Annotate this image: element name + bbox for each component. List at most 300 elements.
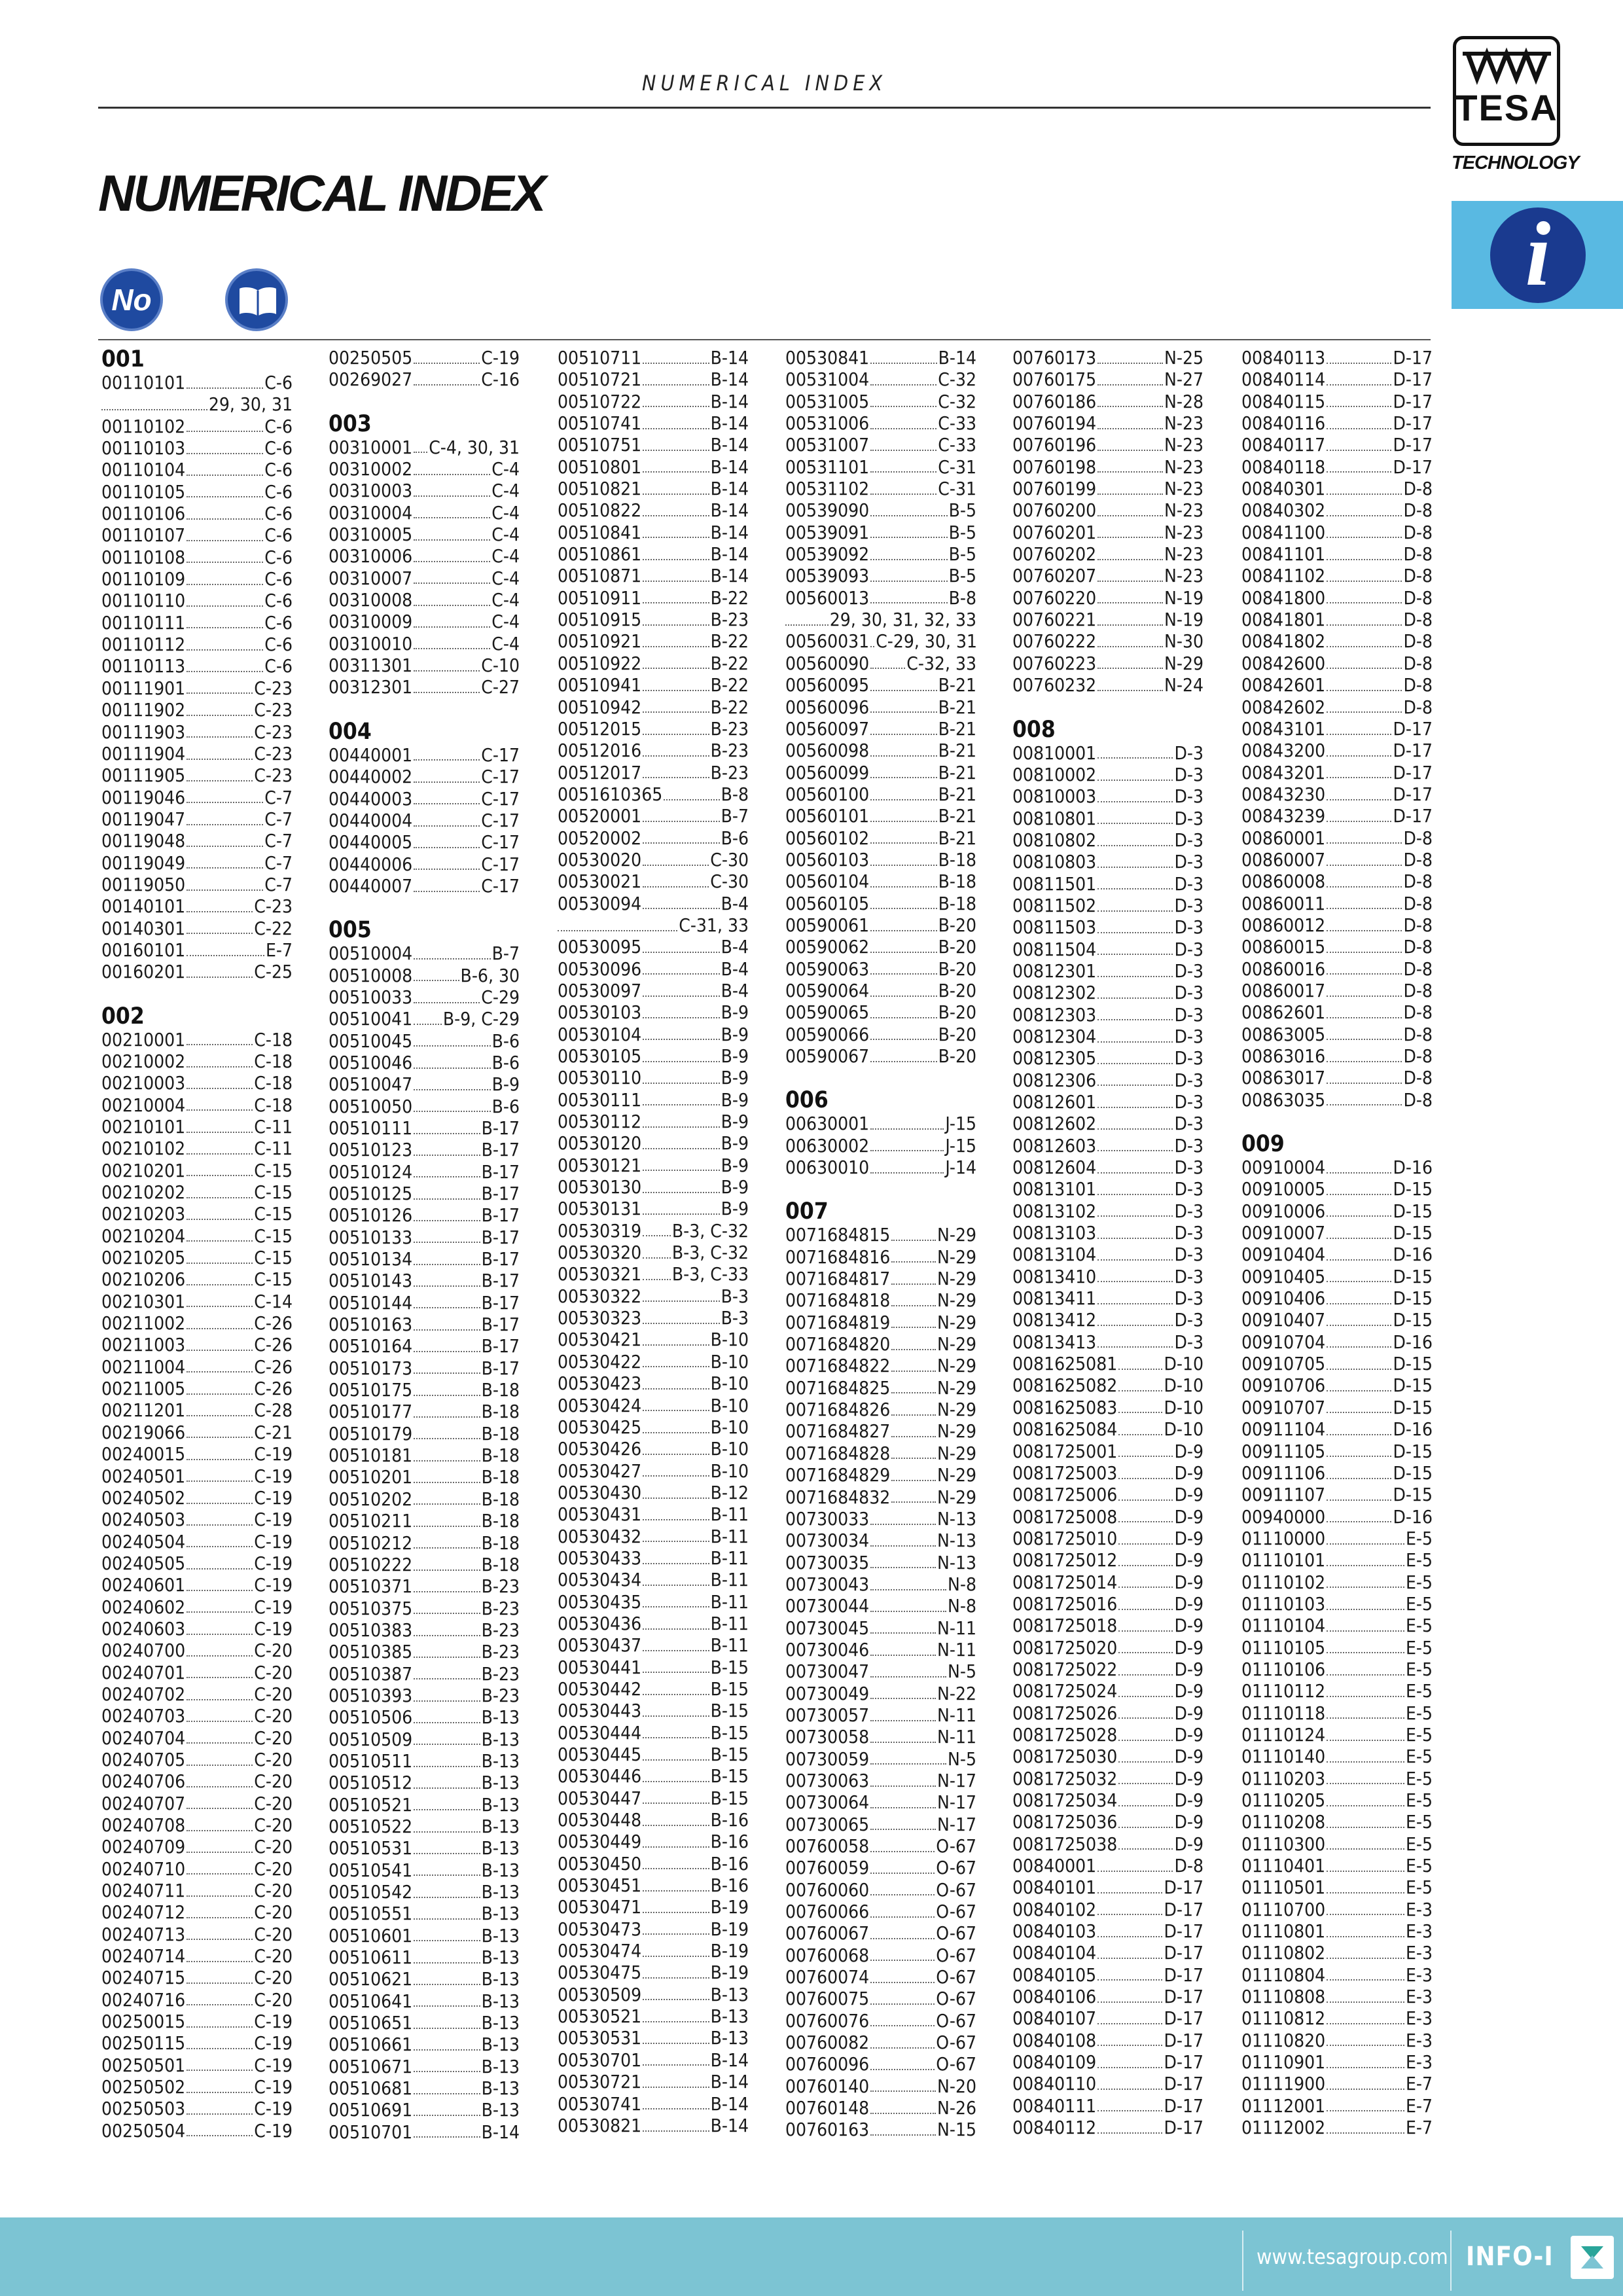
page-reference[interactable]: D-9 [1174, 1592, 1204, 1615]
page-reference[interactable]: D-8 [1403, 936, 1433, 958]
page-reference[interactable]: D-3 [1174, 916, 1204, 939]
page-reference[interactable]: B-10 [710, 1372, 749, 1395]
page-reference[interactable]: D-3 [1174, 763, 1204, 785]
page-reference[interactable]: D-17 [1164, 2094, 1204, 2117]
page-reference[interactable]: D-15 [1393, 1396, 1433, 1418]
page-reference[interactable]: N-23 [1164, 478, 1204, 500]
page-reference[interactable]: B-18 [938, 848, 976, 870]
page-reference[interactable]: D-10 [1164, 1396, 1204, 1418]
page-reference[interactable]: C-20 [254, 1792, 293, 1814]
page-reference[interactable]: B-13 [710, 2027, 749, 2049]
page-reference[interactable]: B-14 [710, 565, 749, 587]
page-reference[interactable]: B-14 [481, 2121, 520, 2143]
page-reference[interactable]: D-3 [1174, 851, 1204, 873]
page-reference[interactable]: C-20 [254, 1901, 293, 1924]
page-reference[interactable]: D-3 [1174, 1200, 1204, 1222]
page-reference[interactable]: B-22 [710, 696, 749, 718]
page-reference[interactable]: B-23 [481, 1684, 520, 1706]
page-reference[interactable]: B-11 [710, 1634, 749, 1657]
page-reference[interactable]: B-13 [481, 2012, 520, 2034]
page-reference[interactable]: N-11 [937, 1617, 976, 1639]
page-reference[interactable]: D-8 [1403, 892, 1433, 914]
page-reference[interactable]: D-9 [1174, 1440, 1204, 1462]
page-reference[interactable]: D-8 [1403, 478, 1433, 500]
page-reference[interactable]: D-8 [1403, 1001, 1433, 1024]
page-reference[interactable]: N-23 [1164, 434, 1204, 456]
page-reference[interactable]: B-17 [481, 1270, 520, 1292]
page-reference[interactable]: E-7 [1405, 2094, 1433, 2117]
page-reference[interactable]: D-8 [1403, 499, 1433, 522]
page-reference[interactable]: B-3, C-33 [671, 1263, 749, 1285]
page-reference[interactable]: O-67 [936, 2032, 976, 2054]
page-reference[interactable]: D-3 [1174, 1134, 1204, 1157]
page-reference[interactable]: N-11 [937, 1726, 976, 1748]
footer-url[interactable]: www.tesagroup.com [1257, 2244, 1448, 2269]
page-reference[interactable]: B-14 [710, 499, 749, 522]
page-reference[interactable]: N-29 [937, 1224, 976, 1246]
info-section-tab[interactable] [1452, 201, 1623, 309]
page-reference[interactable]: B-20 [938, 979, 976, 1001]
page-reference[interactable]: C-20 [254, 1988, 293, 2011]
page-reference[interactable]: D-17 [1393, 456, 1433, 478]
page-reference[interactable]: B-13 [481, 2034, 520, 2056]
page-reference[interactable]: C-7 [264, 808, 293, 830]
page-reference[interactable]: C-17 [481, 809, 520, 831]
page-reference[interactable]: N-13 [937, 1530, 976, 1552]
page-reference[interactable]: B-17 [481, 1204, 520, 1227]
page-reference[interactable]: E-5 [1405, 1876, 1433, 1899]
page-reference[interactable]: B-13 [481, 1903, 520, 1925]
page-reference[interactable]: D-8 [1403, 543, 1433, 565]
page-reference[interactable]: B-10 [710, 1416, 749, 1438]
page-reference[interactable]: N-11 [937, 1638, 976, 1660]
page-reference[interactable]: B-20 [938, 1045, 976, 1067]
page-reference[interactable]: B-15 [710, 1765, 749, 1787]
page-reference[interactable]: B-18 [481, 1444, 520, 1467]
page-reference[interactable]: B-9 [721, 1111, 749, 1133]
page-reference[interactable]: C-7 [264, 852, 293, 874]
page-reference[interactable]: D-17 [1393, 368, 1433, 391]
page-reference[interactable]: N-23 [1164, 456, 1204, 478]
page-reference[interactable]: C-20 [254, 1727, 293, 1749]
page-reference[interactable]: B-20 [938, 936, 976, 958]
page-reference[interactable]: B-15 [710, 1787, 749, 1809]
page-reference[interactable]: D-3 [1174, 960, 1204, 982]
page-reference[interactable]: D-8 [1403, 609, 1433, 631]
page-reference[interactable]: C-22 [254, 917, 293, 939]
page-reference[interactable]: D-8 [1403, 914, 1433, 936]
page-reference[interactable]: O-67 [936, 1944, 976, 1966]
page-reference[interactable]: B-14 [710, 456, 749, 478]
page-reference[interactable]: B-17 [481, 1314, 520, 1336]
page-reference[interactable]: B-10 [710, 1438, 749, 1460]
page-reference[interactable]: B-14 [710, 2071, 749, 2093]
page-reference[interactable]: D-15 [1393, 1374, 1433, 1397]
page-reference[interactable]: B-21 [938, 761, 976, 783]
page-reference[interactable]: C-4 [491, 545, 520, 567]
page-reference[interactable]: B-9 [721, 1176, 749, 1198]
page-reference[interactable]: E-5 [1405, 1767, 1433, 1789]
page-reference[interactable]: C-20 [254, 1814, 293, 1836]
page-reference[interactable]: O-67 [936, 1835, 976, 1857]
page-reference[interactable]: C-20 [254, 1748, 293, 1770]
page-reference[interactable]: D-3 [1174, 1287, 1204, 1310]
page-reference[interactable]: B-20 [938, 958, 976, 980]
page-reference[interactable]: O-67 [936, 2009, 976, 2032]
page-reference[interactable]: E-5 [1405, 1746, 1433, 1768]
page-reference[interactable]: D-15 [1393, 1309, 1433, 1331]
page-reference[interactable]: C-19 [254, 2032, 293, 2054]
page-reference[interactable]: N-17 [937, 1791, 976, 1814]
page-reference[interactable]: B-18 [481, 1466, 520, 1488]
page-reference[interactable]: D-9 [1174, 1723, 1204, 1746]
page-reference[interactable]: D-3 [1174, 1091, 1204, 1113]
page-reference[interactable]: N-29 [937, 1355, 976, 1377]
page-reference[interactable]: C-19 [254, 1486, 293, 1509]
page-reference[interactable]: C-6 [264, 415, 293, 437]
page-reference[interactable]: B-10 [710, 1394, 749, 1416]
page-reference[interactable]: D-3 [1174, 982, 1204, 1004]
page-reference[interactable]: B-9 [721, 1154, 749, 1176]
page-reference[interactable]: B-6 [721, 827, 749, 849]
page-reference[interactable]: C-15 [254, 1225, 293, 1247]
page-reference[interactable]: B-17 [481, 1160, 520, 1183]
page-reference[interactable]: D-17 [1393, 783, 1433, 805]
page-reference[interactable]: B-15 [710, 1677, 749, 1700]
page-reference[interactable]: B-13 [481, 2099, 520, 2121]
page-reference[interactable]: C-4 [491, 632, 520, 655]
page-reference[interactable]: N-27 [1164, 368, 1204, 391]
page-reference[interactable]: D-9 [1174, 1746, 1204, 1768]
page-reference[interactable]: E-3 [1405, 2007, 1433, 2030]
page-reference[interactable]: C-4 [491, 589, 520, 611]
page-reference[interactable]: B-10 [710, 1460, 749, 1482]
page-reference[interactable]: B-16 [710, 1831, 749, 1853]
page-reference[interactable]: B-8 [948, 586, 976, 609]
page-reference[interactable]: O-67 [936, 1988, 976, 2010]
page-reference[interactable]: C-19 [254, 2098, 293, 2120]
page-reference[interactable]: C-30 [710, 870, 749, 893]
page-reference[interactable]: B-10 [710, 1329, 749, 1351]
page-reference[interactable]: N-29 [937, 1289, 976, 1312]
page-reference[interactable]: O-67 [936, 1878, 976, 1901]
page-reference[interactable]: C-6 [264, 546, 293, 568]
page-reference[interactable]: D-17 [1393, 434, 1433, 456]
page-reference[interactable]: C-20 [254, 1705, 293, 1727]
page-reference[interactable]: D-8 [1403, 1067, 1433, 1089]
page-reference[interactable]: E-5 [1405, 1680, 1433, 1702]
page-reference[interactable]: D-9 [1174, 1615, 1204, 1637]
page-reference[interactable]: C-17 [481, 787, 520, 810]
page-reference[interactable]: D-9 [1174, 1549, 1204, 1571]
page-reference[interactable]: C-28 [254, 1399, 293, 1422]
page-reference[interactable]: C-19 [254, 2011, 293, 2033]
page-reference[interactable]: B-9 [721, 1088, 749, 1111]
page-reference[interactable]: B-5 [948, 521, 976, 543]
page-reference[interactable]: N-25 [1164, 347, 1204, 368]
page-reference[interactable]: D-17 [1164, 2007, 1204, 2030]
page-reference[interactable]: B-13 [481, 1924, 520, 1946]
page-reference[interactable]: B-21 [938, 674, 976, 696]
page-reference[interactable]: O-67 [936, 2053, 976, 2075]
page-reference[interactable]: C-4 [491, 524, 520, 546]
page-reference[interactable]: D-17 [1164, 1876, 1204, 1899]
page-reference[interactable]: B-14 [710, 412, 749, 435]
page-reference[interactable]: B-13 [481, 1749, 520, 1772]
page-reference[interactable]: C-6 [264, 437, 293, 459]
page-reference[interactable]: D-15 [1393, 1353, 1433, 1375]
page-reference[interactable]: B-14 [710, 368, 749, 391]
page-reference[interactable]: D-16 [1393, 1244, 1433, 1266]
page-reference[interactable]: D-17 [1393, 717, 1433, 740]
page-reference[interactable]: N-29 [937, 1311, 976, 1333]
page-reference[interactable]: D-17 [1164, 1942, 1204, 1964]
page-reference[interactable]: N-23 [1164, 565, 1204, 587]
page-reference[interactable]: B-13 [481, 1793, 520, 1816]
page-reference[interactable]: B-5 [948, 565, 976, 587]
page-reference[interactable]: D-8 [1403, 958, 1433, 980]
page-reference[interactable]: 29, 30, 31 [208, 393, 293, 416]
page-reference[interactable]: B-21 [938, 717, 976, 740]
page-reference[interactable]: O-67 [936, 1857, 976, 1879]
page-reference[interactable]: C-4 [491, 480, 520, 502]
page-reference[interactable]: N-23 [1164, 521, 1204, 543]
page-reference[interactable]: N-8 [948, 1595, 976, 1617]
page-reference[interactable]: B-23 [710, 761, 749, 783]
page-reference[interactable]: C-18 [254, 1072, 293, 1094]
page-reference[interactable]: N-5 [948, 1748, 976, 1770]
page-reference[interactable]: C-20 [254, 1640, 293, 1662]
page-reference[interactable]: B-21 [938, 805, 976, 827]
page-reference[interactable]: B-8 [721, 783, 749, 805]
page-reference[interactable]: B-13 [481, 1815, 520, 1837]
page-reference[interactable]: D-17 [1393, 412, 1433, 435]
page-reference[interactable]: B-11 [710, 1547, 749, 1569]
page-reference[interactable]: D-15 [1393, 1200, 1433, 1222]
page-reference[interactable]: B-22 [710, 674, 749, 696]
page-reference[interactable]: C-20 [254, 1836, 293, 1858]
page-reference[interactable]: C-20 [254, 1923, 293, 1945]
page-reference[interactable]: E-7 [265, 939, 293, 961]
page-reference[interactable]: D-17 [1393, 805, 1433, 827]
page-reference[interactable]: B-21 [938, 783, 976, 805]
page-reference[interactable]: E-5 [1405, 1527, 1433, 1549]
page-reference[interactable]: D-17 [1164, 1898, 1204, 1920]
page-reference[interactable]: B-13 [481, 1728, 520, 1750]
page-reference[interactable]: C-32 [938, 368, 976, 391]
page-reference[interactable]: C-6 [264, 459, 293, 481]
page-reference[interactable]: B-19 [710, 1962, 749, 1984]
page-reference[interactable]: C-6 [264, 611, 293, 634]
page-reference[interactable]: C-11 [254, 1138, 293, 1160]
page-reference[interactable]: C-14 [254, 1290, 293, 1312]
page-reference[interactable]: B-9, C-29 [442, 1008, 520, 1030]
page-reference[interactable]: D-9 [1174, 1702, 1204, 1724]
page-reference[interactable]: N-13 [937, 1507, 976, 1530]
page-reference[interactable]: B-16 [710, 1809, 749, 1831]
page-reference[interactable]: C-18 [254, 1094, 293, 1116]
page-reference[interactable]: D-3 [1174, 894, 1204, 916]
page-reference[interactable]: C-19 [481, 347, 520, 368]
page-reference[interactable]: D-10 [1164, 1418, 1204, 1441]
page-reference[interactable]: C-11 [254, 1116, 293, 1138]
page-reference[interactable]: B-13 [481, 1946, 520, 1969]
page-reference[interactable]: D-3 [1174, 742, 1204, 764]
page-reference[interactable]: B-4 [721, 979, 749, 1001]
page-reference[interactable]: B-15 [710, 1656, 749, 1678]
page-reference[interactable]: B-23 [710, 609, 749, 631]
page-reference[interactable]: B-10 [710, 1350, 749, 1372]
page-reference[interactable]: C-6 [264, 372, 293, 393]
page-reference[interactable]: B-5 [948, 543, 976, 565]
page-reference[interactable]: N-22 [937, 1682, 976, 1704]
page-reference[interactable]: D-9 [1174, 1789, 1204, 1811]
page-reference[interactable]: N-19 [1164, 586, 1204, 609]
page-reference[interactable]: C-19 [254, 1530, 293, 1552]
page-reference[interactable]: B-22 [710, 652, 749, 674]
page-reference[interactable]: C-15 [254, 1181, 293, 1204]
page-reference[interactable]: B-21 [938, 696, 976, 718]
page-reference[interactable]: B-16 [710, 1852, 749, 1874]
page-reference[interactable]: C-26 [254, 1334, 293, 1356]
page-reference[interactable]: C-20 [254, 1683, 293, 1705]
page-reference[interactable]: N-24 [1164, 674, 1204, 696]
page-reference[interactable]: N-29 [937, 1442, 976, 1464]
page-reference[interactable]: C-26 [254, 1355, 293, 1378]
page-reference[interactable]: B-18 [481, 1379, 520, 1401]
page-reference[interactable]: N-15 [937, 2119, 976, 2141]
page-reference[interactable]: C-19 [254, 2119, 293, 2142]
page-reference[interactable]: D-10 [1164, 1374, 1204, 1397]
page-reference[interactable]: C-6 [264, 503, 293, 525]
page-reference[interactable]: B-14 [938, 347, 976, 368]
page-reference[interactable]: C-27 [481, 676, 520, 698]
page-reference[interactable]: B-15 [710, 1700, 749, 1722]
page-reference[interactable]: B-18 [481, 1488, 520, 1510]
page-reference[interactable]: C-6 [264, 480, 293, 503]
page-reference[interactable]: C-20 [254, 1967, 293, 1989]
page-reference[interactable]: N-30 [1164, 630, 1204, 653]
page-reference[interactable]: N-29 [937, 1333, 976, 1355]
page-reference[interactable]: B-20 [938, 1023, 976, 1045]
page-reference[interactable]: B-3, C-32 [671, 1219, 749, 1242]
page-reference[interactable]: N-20 [937, 2075, 976, 2097]
page-reference[interactable]: E-5 [1405, 1636, 1433, 1659]
page-reference[interactable]: D-17 [1164, 2051, 1204, 2073]
page-reference[interactable]: B-13 [710, 2005, 749, 2028]
page-reference[interactable]: D-17 [1164, 1986, 1204, 2008]
page-reference[interactable]: D-9 [1174, 1680, 1204, 1702]
page-reference[interactable]: D-8 [1403, 586, 1433, 609]
page-reference[interactable]: E-5 [1405, 1811, 1433, 1833]
page-reference[interactable]: B-18 [481, 1553, 520, 1575]
page-reference[interactable]: B-14 [710, 434, 749, 456]
page-reference[interactable]: D-15 [1393, 1462, 1433, 1484]
page-reference[interactable]: D-3 [1174, 1178, 1204, 1200]
page-reference[interactable]: E-5 [1405, 1592, 1433, 1615]
page-reference[interactable]: C-33 [938, 434, 976, 456]
page-reference[interactable]: D-3 [1174, 829, 1204, 851]
page-reference[interactable]: B-6 [491, 1051, 520, 1073]
page-reference[interactable]: D-17 [1393, 390, 1433, 412]
page-reference[interactable]: E-3 [1405, 1920, 1433, 1943]
page-reference[interactable]: B-16 [710, 1874, 749, 1897]
page-reference[interactable]: E-5 [1405, 1571, 1433, 1593]
page-reference[interactable]: B-7 [721, 805, 749, 827]
page-reference[interactable]: B-6, 30 [460, 964, 520, 986]
page-reference[interactable]: E-5 [1405, 1549, 1433, 1571]
page-reference[interactable]: D-9 [1174, 1462, 1204, 1484]
page-reference[interactable]: C-29, 30, 31 [876, 630, 978, 653]
page-reference[interactable]: D-3 [1174, 872, 1204, 895]
page-reference[interactable]: D-8 [1403, 674, 1433, 696]
page-reference[interactable]: C-19 [254, 1596, 293, 1618]
page-reference[interactable]: B-14 [710, 478, 749, 500]
page-reference[interactable]: D-8 [1403, 1045, 1433, 1067]
page-reference[interactable]: E-3 [1405, 1898, 1433, 1920]
page-reference[interactable]: D-9 [1174, 1811, 1204, 1833]
page-reference[interactable]: N-23 [1164, 412, 1204, 435]
page-reference[interactable]: E-5 [1405, 1723, 1433, 1746]
page-reference[interactable]: C-20 [254, 1880, 293, 1902]
page-reference[interactable]: D-8 [1174, 1855, 1204, 1877]
page-reference[interactable]: B-17 [481, 1248, 520, 1270]
page-reference[interactable]: D-3 [1174, 785, 1204, 808]
page-reference[interactable]: B-11 [710, 1590, 749, 1613]
page-reference[interactable]: B-4 [721, 936, 749, 958]
page-reference[interactable]: N-19 [1164, 609, 1204, 631]
page-reference[interactable]: B-4 [721, 958, 749, 980]
page-reference[interactable]: C-6 [264, 634, 293, 656]
page-reference[interactable]: C-20 [254, 1770, 293, 1793]
page-reference[interactable]: D-17 [1164, 2117, 1204, 2139]
page-reference[interactable]: B-9 [721, 1132, 749, 1155]
page-reference[interactable]: C-17 [481, 831, 520, 853]
page-reference[interactable]: B-21 [938, 827, 976, 849]
page-reference[interactable]: D-17 [1164, 2073, 1204, 2095]
page-reference[interactable]: D-16 [1393, 1157, 1433, 1179]
page-reference[interactable]: C-4 [491, 458, 520, 480]
page-reference[interactable]: E-3 [1405, 2051, 1433, 2073]
page-reference[interactable]: B-5 [948, 499, 976, 522]
page-reference[interactable]: D-17 [1393, 740, 1433, 762]
page-reference[interactable]: D-9 [1174, 1527, 1204, 1549]
page-reference[interactable]: B-20 [938, 914, 976, 936]
page-reference[interactable]: B-13 [481, 1837, 520, 1859]
page-reference[interactable]: D-9 [1174, 1767, 1204, 1789]
page-reference[interactable]: C-15 [254, 1247, 293, 1269]
page-reference[interactable]: C-4 [491, 501, 520, 524]
page-reference[interactable]: B-23 [710, 717, 749, 740]
page-reference[interactable]: B-14 [710, 543, 749, 565]
page-reference[interactable]: B-13 [481, 1881, 520, 1903]
page-reference[interactable]: E-5 [1405, 1702, 1433, 1724]
page-reference[interactable]: D-8 [1403, 652, 1433, 674]
page-reference[interactable]: D-3 [1174, 1113, 1204, 1135]
page-reference[interactable]: D-17 [1164, 1964, 1204, 1986]
page-reference[interactable]: D-3 [1174, 1309, 1204, 1331]
page-reference[interactable]: C-17 [481, 766, 520, 788]
page-reference[interactable]: D-16 [1393, 1331, 1433, 1353]
page-reference[interactable]: N-23 [1164, 499, 1204, 522]
page-reference[interactable]: D-17 [1164, 2029, 1204, 2051]
page-reference[interactable]: B-13 [481, 1706, 520, 1729]
page-reference[interactable]: B-6 [491, 1095, 520, 1117]
page-reference[interactable]: C-4 [491, 567, 520, 589]
page-reference[interactable]: D-9 [1174, 1833, 1204, 1855]
page-reference[interactable]: N-11 [937, 1704, 976, 1726]
page-reference[interactable]: C-30 [710, 848, 749, 870]
